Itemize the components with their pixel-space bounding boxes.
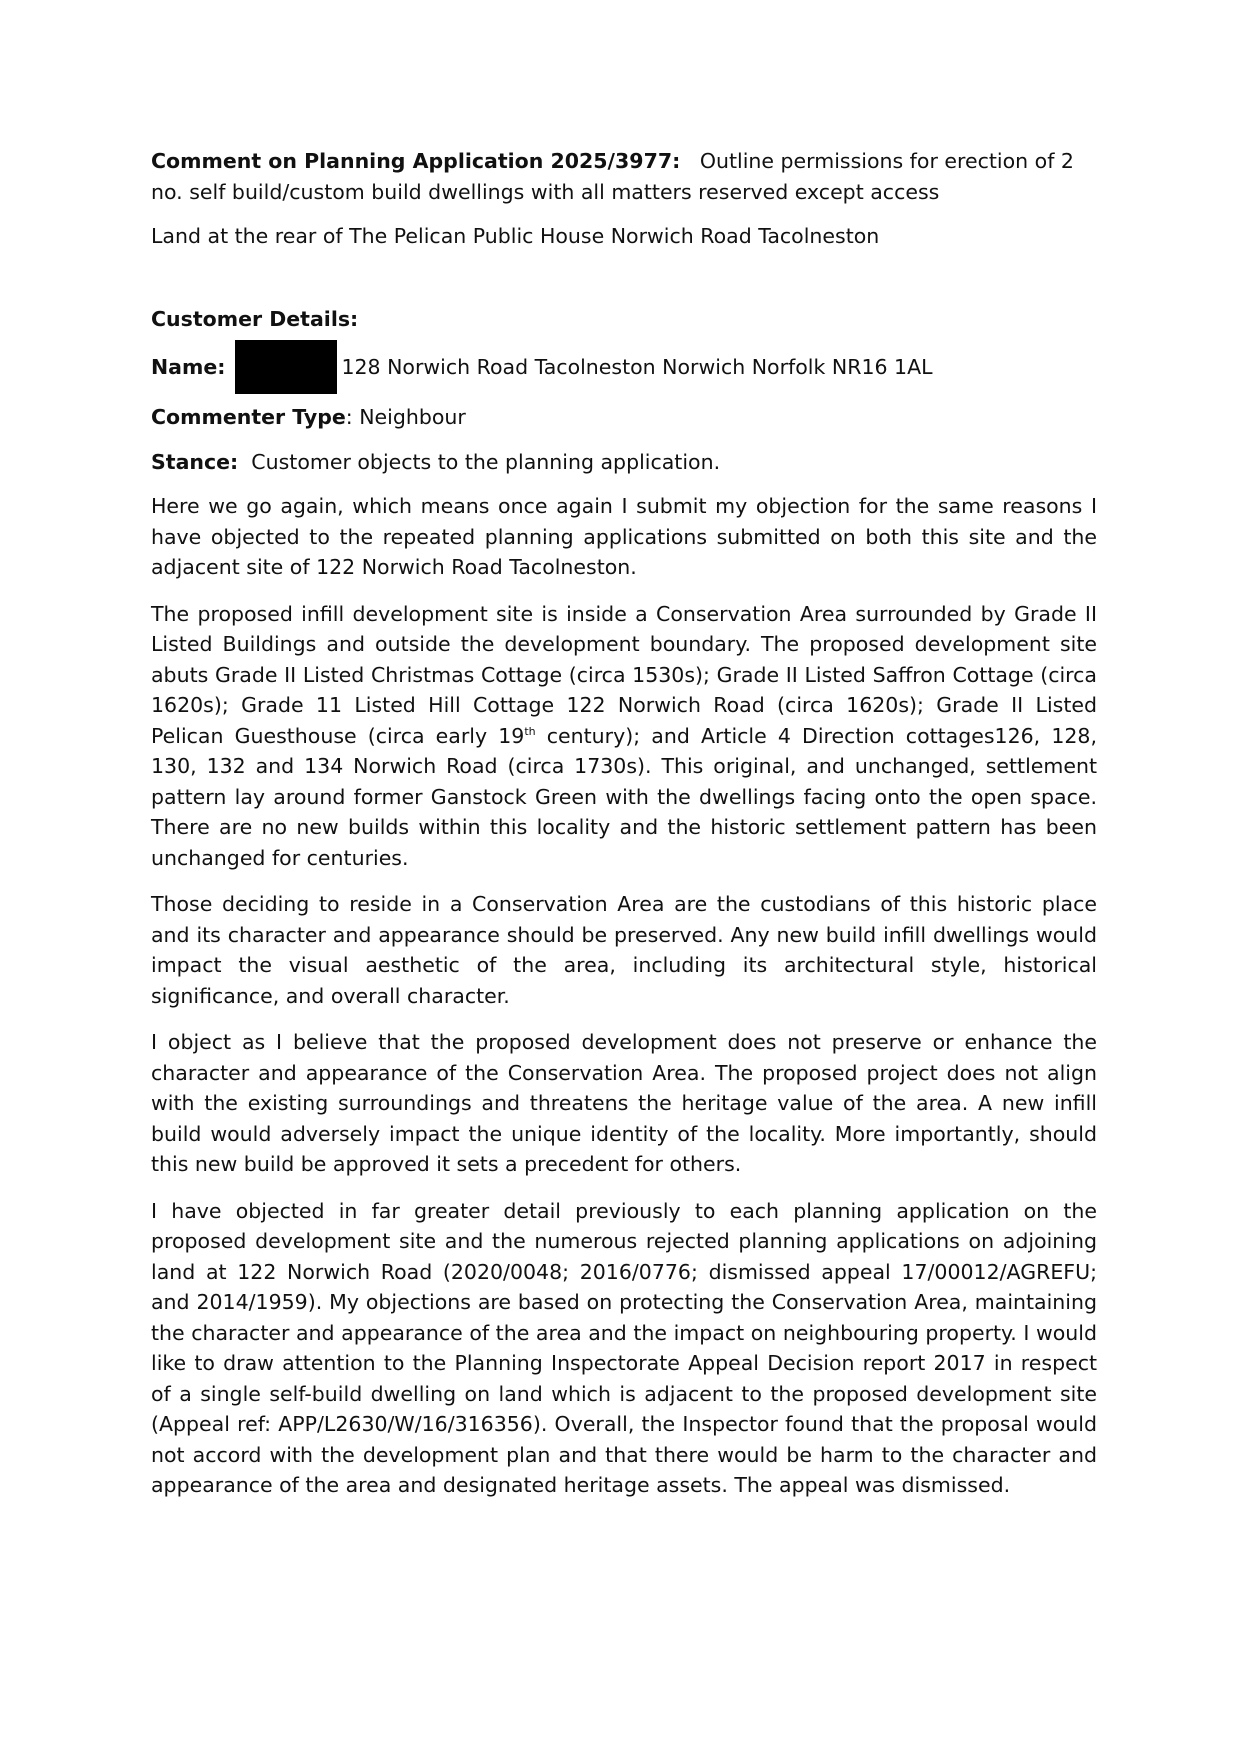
commenter-type-value: : Neighbour bbox=[345, 405, 466, 429]
document-page bbox=[151, 146, 1097, 1501]
name-label: Name: bbox=[151, 354, 226, 379]
objection-paragraph-5: I have objected in far greater detail previously to each planning application on the proposed development site and the numerous rejected planning applications on adjoining land at 122 Norwich Road (2020/0048; 2016/0776; dismissed appeal 17/00012/AGREFU; and 2014/1959). My objections are based on protecting the Conservation Area, maintaining the character and appearance of the area and the impact on neighbouring property. I would like to draw attention to the Planning Inspectorate Appeal Decision report 2017 in respect of a single self-build dwelling on land which is adjacent to the proposed development site (Appeal ref: APP/L2630/W/16/316356). Overall, the Inspector found that the proposal would not accord with the development plan and that there would be harm to the character and appearance of the area and designated heritage assets. The appeal was dismissed. bbox=[151, 1198, 1097, 1497]
stance-label: Stance: bbox=[151, 449, 239, 474]
application-description: Outline permissions for erection of 2 no. self build/custom build dwellings with all matters reserved except access bbox=[151, 149, 1074, 204]
stance-value: Customer objects to the planning application. bbox=[251, 449, 721, 474]
objection-paragraph-1: Here we go again, which means once again I submit my objection for the same reasons I have objected to the repeated planning applications submitted on both this site and the adjacent site of 122 Norwich Road Tacolneston. bbox=[151, 494, 1097, 579]
application-heading bbox=[151, 146, 1097, 207]
stance-line bbox=[151, 447, 1097, 478]
objection-paragraph-2 bbox=[151, 599, 1097, 874]
customer-details-heading: Customer Details: bbox=[151, 306, 359, 331]
objection-paragraph-4: I object as I believe that the proposed development does not preserve or enhance the character and appearance of the Conservation Area. The proposed project does not align with the existing surroundings and threatens the heritage value of the area. A new infill build would adversely impact the unique identity of the locality. More importantly, should this new build be approved it sets a precedent for others. bbox=[151, 1030, 1097, 1176]
commenter-type-line bbox=[151, 402, 1097, 433]
paragraph-2-part-b: century); and Article 4 Direction cottages126, 128, 130, 132 and 134 Norwich Road (circa 1730s). This original, and unchanged, settlement pattern lay around former Ganstock Green with the dwellings facing onto the open space. There are no new builds within this locality and the historic settlement pattern has been unchanged for centuries. bbox=[151, 723, 1097, 870]
objection-paragraph-3: Those deciding to reside in a Conservation Area are the custodians of this historic place and its character and appearance should be preserved. Any new build infill dwellings would impact the visual aesthetic of the area, including its architectural style, historical significance, and overall character. bbox=[151, 892, 1097, 1008]
paragraph-2-part-a: The proposed infill development site is inside a Conservation Area surrounded by Grade II Listed Buildings and outside the development boundary. The proposed development site abuts Grade II Listed Christmas Cottage (circa 1530s); Grade II Listed Saffron Cottage (circa 1620s); Grade 11 Listed Hill Cottage 122 Norwich Road (circa 1620s); Grade II Listed Pelican Guesthouse (circa early 19 bbox=[151, 601, 1097, 748]
site-location: Land at the rear of The Pelican Public House Norwich Road Tacolneston bbox=[151, 224, 880, 248]
redacted-name-block bbox=[235, 340, 337, 394]
customer-name-row bbox=[151, 340, 1097, 394]
customer-address: 128 Norwich Road Tacolneston Norwich Norfolk NR16 1AL bbox=[341, 354, 933, 379]
application-number-label: Comment on Planning Application 2025/3977: bbox=[151, 149, 681, 173]
ordinal-superscript: th bbox=[524, 724, 536, 738]
commenter-type-label: Commenter Type bbox=[151, 405, 346, 429]
